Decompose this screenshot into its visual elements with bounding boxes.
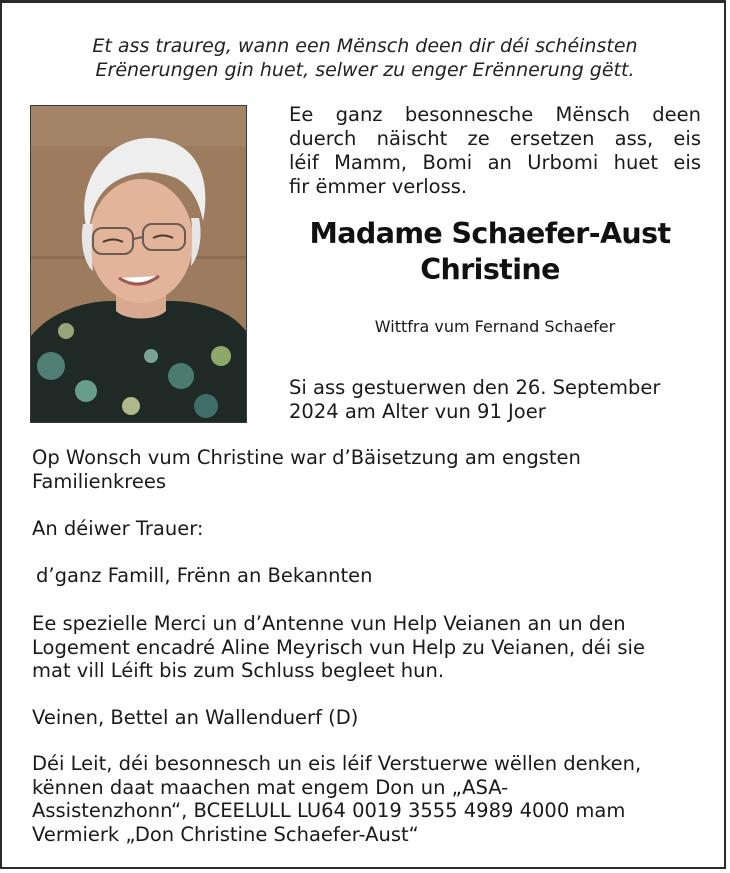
thanks-line: mat vill Léift bis zum Schluss begleet hun. — [32, 659, 445, 682]
intro-line: duerch näischt ze ersetzen ass, eis — [289, 127, 701, 150]
funeral-note — [32, 446, 702, 493]
places-text: Veinen, Bettel an Wallenduerf (D) — [32, 706, 359, 729]
funeral-note-line: Op Wonsch vum Christine war d’Bäisetzung am engsten — [32, 446, 581, 469]
death-notice-line: 2024 am Alter vun 91 Joer — [289, 400, 546, 423]
funeral-note-line: Familienkrees — [32, 469, 167, 493]
portrait-photo — [30, 105, 247, 423]
thanks-line: Logement encadré Aline Meyrisch vun Help zu Veianen, déi sie — [32, 635, 645, 659]
intro-line: Ee ganz besonnesche Mënsch deen — [289, 103, 701, 126]
donation-line: Vermierk „Don Christine Schaefer-Aust“ — [32, 822, 419, 846]
motto-quote — [20, 34, 710, 82]
intro-line: fir ëmmer verloss. — [289, 175, 468, 198]
mourners-list — [36, 564, 706, 588]
donation-line: Déi Leit, déi besonnesch un eis léif Verstuerwe wëllen denken, — [32, 752, 642, 775]
death-notice — [289, 376, 701, 424]
motto-line: Et ass traureg, wann een Mënsch deen dir déi schéinsten — [92, 35, 638, 57]
thanks-line: Ee spezielle Merci un d’Antenne vun Help Veianen an un den — [32, 612, 626, 635]
mourners-heading-text: An déiwer Trauer: — [32, 517, 204, 540]
donation-line: Assistenzhonn“, BCEELULL LU64 0019 3555 4989 4000 mam — [32, 799, 626, 822]
death-notice-line: Si ass gestuerwen den 26. September — [289, 376, 661, 399]
donation-line: kënnen daat maachen mat engem Don un „ASA- — [32, 775, 509, 799]
intro-text — [289, 103, 701, 199]
thanks-paragraph — [32, 612, 702, 683]
motto-line: Erënerungen gin huet, selwer zu enger Erënnerung gëtt. — [95, 59, 635, 81]
deceased-name-line: Madame Schaefer-Aust — [309, 217, 671, 250]
donation-paragraph — [32, 752, 702, 846]
intro-line: léif Mamm, Bomi an Urbomi huet eis — [289, 151, 701, 174]
mourners-heading — [32, 517, 702, 541]
widow-note: Wittfra vum Fernand Schaefer — [374, 317, 616, 336]
places-line — [32, 706, 702, 730]
mourners-text: d’ganz Famill, Frënn an Bekannten — [36, 564, 373, 587]
deceased-name — [284, 216, 696, 288]
deceased-name-line: Christine — [420, 253, 560, 286]
